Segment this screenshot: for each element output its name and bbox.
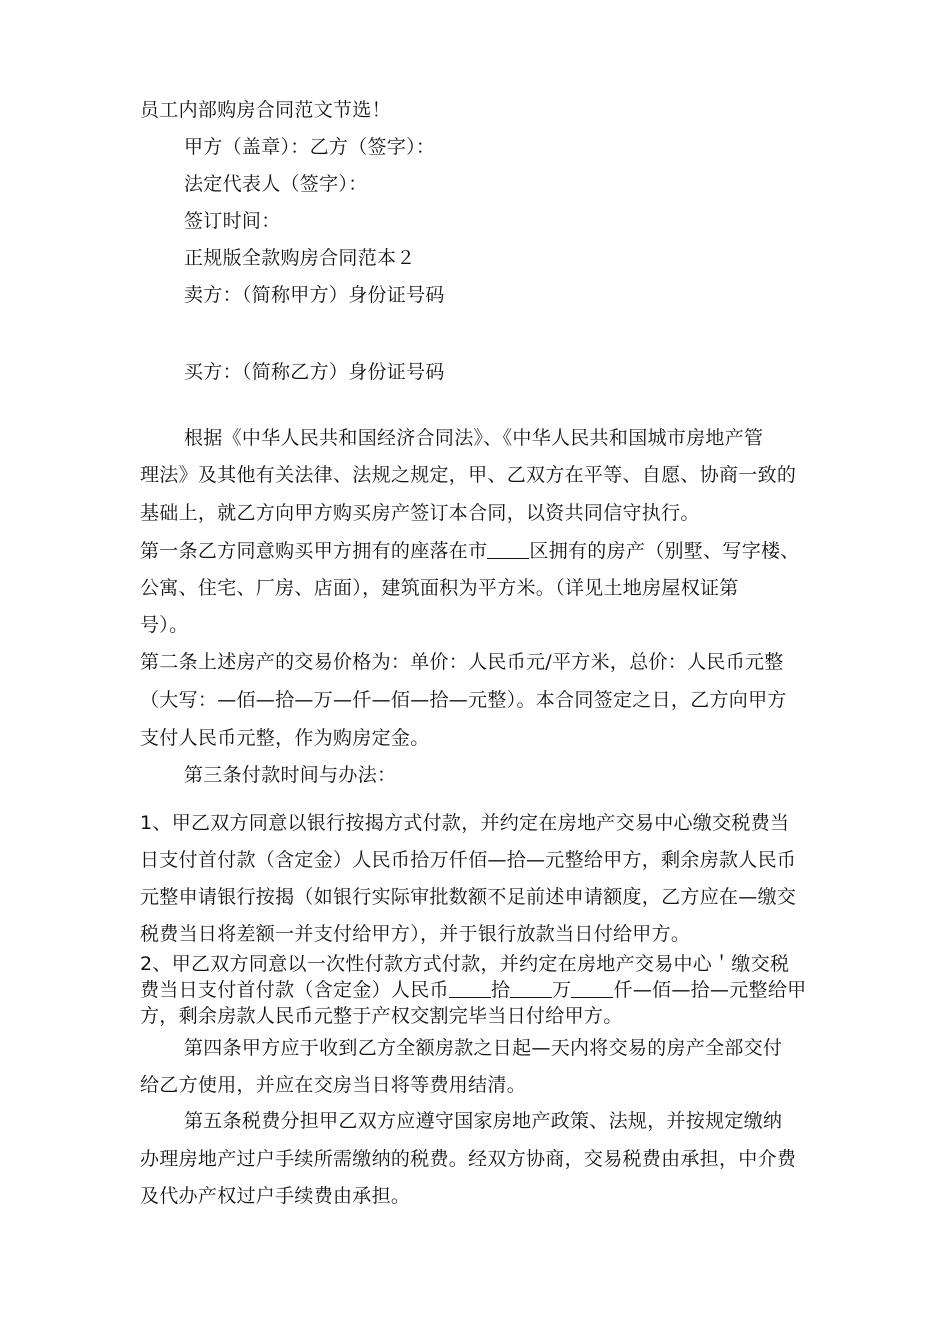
- clause2-line: 方，剩余房款人民币元整于产权交割完毕当日付给甲方。: [140, 1005, 623, 1027]
- clause1-line: 1、甲乙双方同意以银行按揭方式付款，并约定在房地产交易中心缴交税费当: [140, 812, 790, 834]
- article5-line: 第五条税费分担甲乙双方应遵守国家房地产政策、法规，并按规定缴纳: [184, 1110, 783, 1132]
- article2-line: （大写：—佰—拾—万—仟—佰—拾—元整）。本合同签定之日，乙方向甲方: [140, 689, 787, 711]
- article4-line: 给乙方使用，并应在交房当日将等费用结清。: [140, 1074, 527, 1096]
- clause2-text: 拾: [490, 979, 511, 1001]
- signing-date-line: 签订时间：: [184, 210, 281, 232]
- article1-line: 号）。: [140, 614, 189, 636]
- signature-parties-line: 甲方（盖章）：乙方（签字）：: [184, 136, 436, 158]
- blank-underline: [449, 979, 491, 998]
- article4-line: 第四条甲方应于收到乙方全额房款之日起—天内将交易的房产全部交付: [184, 1037, 783, 1059]
- clause2-text: 费当日支付首付款（含定金）人民币: [140, 979, 449, 1001]
- blank-underline: [571, 979, 613, 998]
- article1-line: 公寓、住宅、厂房、店面），建筑面积为平方米。（详见土地房屋权证第: [140, 577, 739, 599]
- clause1-line: 元整申请银行按揭（如银行实际审批数额不足前述申请额度，乙方应在—缴交: [140, 886, 797, 908]
- preamble-line: 理法》及其他有关法律、法规之规定，甲、乙双方在平等、自愿、协商一致的: [140, 464, 797, 486]
- clause2-line: 2、甲乙双方同意以一次性付款方式付款，并约定在房地产交易中心＇缴交税: [140, 953, 790, 975]
- article5-line: 办理房地产过户手续所需缴纳的税费。经双方协商，交易税费由承担，中介费: [140, 1148, 797, 1170]
- clause1-line: 税费当日将差额一并支付给甲方），并于银行放款当日付给甲方。: [140, 923, 691, 945]
- article2-line: 支付人民币元整，作为购房定金。: [140, 727, 430, 749]
- preamble-line: 根据《中华人民共和国经济合同法》、《中华人民共和国城市房地产管: [184, 427, 764, 449]
- article1-line: [140, 539, 800, 563]
- preamble-line: 基础上，就乙方向甲方购买房产签订本合同，以资共同信守执行。: [140, 502, 700, 524]
- article2-line: 第二条上述房产的交易价格为：单价：人民币元/平方米，总价：人民币元整: [140, 651, 784, 673]
- article1-text: 区拥有的房产（别墅、写字楼、: [529, 540, 800, 562]
- clause1-line: 日支付首付款（含定金）人民币拾万仟佰—拾—元整给甲方，剩余房款人民币: [140, 849, 797, 871]
- clause2-text: 仟—佰—拾—元整给甲: [613, 979, 807, 1001]
- legal-representative-line: 法定代表人（签字）：: [184, 173, 368, 195]
- blank-underline: [487, 540, 529, 559]
- buyer-line: 买方：（简称乙方）身份证号码: [184, 361, 445, 383]
- clause2-text: 万: [552, 979, 572, 1001]
- page-title: 员工内部购房合同范文节选！: [140, 99, 391, 121]
- seller-line: 卖方：（简称甲方）身份证号码: [184, 284, 445, 306]
- article1-text: 第一条乙方同意购买甲方拥有的座落在市: [140, 540, 488, 562]
- article3-title: 第三条付款时间与办法：: [184, 764, 397, 786]
- clause2-line: [140, 978, 806, 1002]
- contract-title: 正规版全款购房合同范本２: [184, 247, 416, 269]
- article5-line: 及代办产权过户手续费由承担。: [140, 1185, 411, 1207]
- blank-underline: [510, 979, 552, 998]
